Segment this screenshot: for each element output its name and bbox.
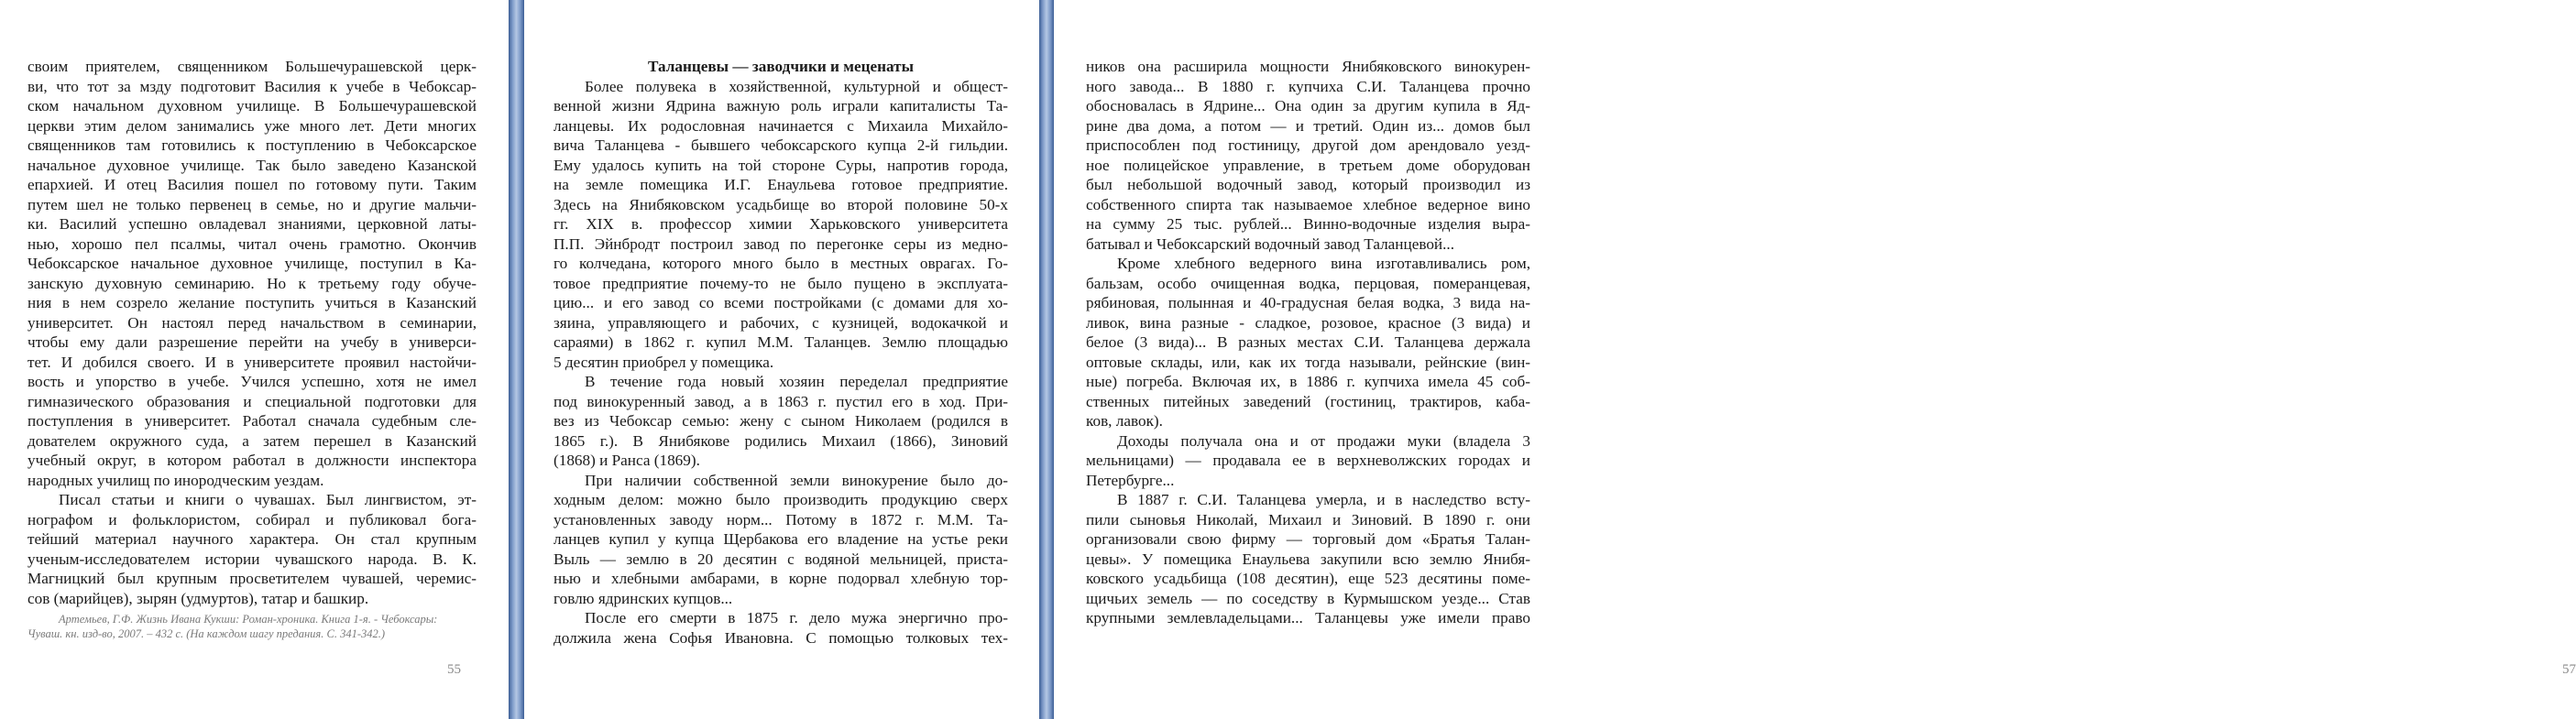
text-line: В течение года новый хозяин переделал предприятие — [585, 373, 1008, 390]
page-57 — [1054, 0, 2576, 719]
text-line: белое (3 вида)... В разных местах С.И. Таланцева держала — [1086, 333, 1530, 351]
text-line: учебный округ, в котором работал в должности инспектора — [27, 452, 477, 469]
text-line: В 1887 г. С.И. Таланцева умерла, и в наследство всту- — [1117, 491, 1530, 508]
text-line: нью и хлебными амбарами, в корне подорвал хлебную тор- — [554, 570, 1008, 587]
text-line: церкви этим делом занимались уже много лет. Дети многих — [27, 116, 477, 135]
text-line: своим приятелем, священником Большечурашевской церк- — [27, 58, 477, 75]
text-line: ное полицейское управление, в третьем доме оборудован — [1086, 156, 1530, 174]
text-line: Петербурге... — [1086, 471, 1175, 489]
text-line: оптовые склады, или, как их тогда называли, рейнские (вин- — [1086, 353, 1530, 371]
text-line: крупными землевладельцами... Таланцевы уже имели право — [1086, 609, 1530, 626]
text-line: нью, хорошо пел псалмы, читал очень грамотно. Окончив — [27, 234, 477, 253]
text-line: епархией. И отец Василия пошел по готовому пути. Таким — [27, 176, 477, 193]
section-heading: Таланцевы — заводчики и меценаты — [647, 58, 915, 75]
text-line: 5 десятин приобрел у помещика. — [554, 353, 774, 371]
text-line: сараями) в 1862 г. купил М.М. Таланцев. Землю площадью — [554, 333, 1008, 351]
citation-line: Чуваш. кн. изд-во, 2007. – 432 с. (На каждом шагу предания. С. 341-342.) — [27, 627, 386, 640]
text-line: товое предприятие почему-то не было пущено в эксплуата- — [554, 274, 1008, 292]
text-line: ковского усадьбища (108 десятин), еще 523 десятины поме- — [1086, 570, 1530, 587]
text-line: приспособлен под гостиницу, другой дом арендовало уезд- — [1086, 136, 1530, 154]
text-line: собственного спирта так называемое хлебное ведерное вино — [1086, 195, 1530, 213]
text-line: университет. Он настоял перед начальством в семинарии, — [27, 313, 477, 332]
page-56-body — [554, 57, 1008, 648]
text-line: ланцевы. Их родословная начинается с Михаила Михайло- — [554, 116, 1008, 135]
page-number: 55 — [447, 662, 461, 677]
text-line: путем шел не только первенец в семье, но и другие мальчи- — [27, 195, 477, 213]
text-line: После его смерти в 1875 г. дело мужа энергично про- — [585, 609, 1008, 626]
text-line: обосновалась в Ядрине... Она один за другим купила в Яд- — [1086, 97, 1530, 114]
text-line: гг. XIX в. профессор химии Харьковского университета — [554, 215, 1008, 233]
text-line: вость и упорство в учебе. Учился успешно, хотя не имел — [27, 373, 477, 390]
text-line: ников она расширила мощности Янибяковского винокурен- — [1086, 58, 1530, 75]
text-line: был небольшой водочный завод, который производил из — [1086, 176, 1530, 193]
page-55 — [0, 0, 509, 719]
text-line: вича Таланцева - бывшего чебоксарского купца 2-й гильдии. — [554, 136, 1008, 154]
page-57-body — [1086, 57, 1530, 628]
page-gap — [509, 0, 524, 719]
text-line: ланцев купил у купца Щербакова его владение на устье реки — [554, 530, 1008, 548]
text-line: Кроме хлебного ведерного вина изготавливались ром, — [1117, 255, 1530, 272]
text-line: При наличии собственной земли винокурение было до- — [585, 471, 1008, 489]
citation — [27, 612, 486, 641]
text-line: Ему удалось купить на той стороне Суры, напротив города, — [554, 156, 1008, 174]
text-line: говлю ядринских купцов... — [554, 589, 733, 607]
page-56 — [524, 0, 1039, 719]
text-line: го колчедана, которого много было в местных оврагах. Го- — [554, 255, 1008, 272]
text-line: 1865 г.). В Янибякове родились Михаил (1866), Зиновий — [554, 431, 1008, 450]
text-line: цевы». У помещика Енаульева закупили всю землю Янибя- — [1086, 550, 1530, 568]
text-line: ственных питейных заведений (гостиниц, трактиров, каба- — [1086, 392, 1530, 410]
text-line: пили сыновья Николай, Михаил и Зиновий. В 1890 г. они — [1086, 510, 1530, 528]
text-line: рябиновая, полынная и 40-градусная белая водка, 3 вида на- — [1086, 294, 1530, 311]
text-line: Чебоксарское начальное духовное училище, поступил в Ка- — [27, 255, 477, 272]
text-line: вез из Чебоксар семью: жену с сыном Николаем (родился в — [554, 412, 1008, 430]
text-line: ного завода... В 1880 г. купчиха С.И. Таланцева прочно — [1086, 77, 1530, 95]
text-line: ные) погреба. Включая их, в 1886 г. купчиха имела 45 соб- — [1086, 373, 1530, 390]
text-line: начальное духовное училище. Так было заведено Казанской — [27, 156, 477, 174]
text-line: ви, что тот за мзду подготовит Василия к учебе в Чебоксар- — [27, 77, 477, 95]
text-line: сов (марийцев), зырян (удмуртов), татар и башкир. — [27, 589, 369, 607]
text-line: ки. Василий успешно овладевал знаниями, церковной латы- — [27, 215, 477, 233]
text-line: ходным делом: можно было производить продукцию сверх — [554, 491, 1008, 508]
text-line: батывал и Чебоксарский водочный завод Таланцевой... — [1086, 234, 1455, 253]
text-line: венной жизни Ядрина важную роль играли капиталисты Та- — [554, 97, 1008, 114]
citation-line: Артемьев, Г.Ф. Жизнь Ивана Кукши: Роман-хроника. Книга 1-я. - Чебоксары: — [59, 613, 438, 626]
text-line: Доходы получала она и от продажи муки (владела 3 — [1117, 431, 1530, 450]
page-55-body — [27, 57, 477, 608]
text-line: ливок, вина разные - сладкое, розовое, красное (3 вида) и — [1086, 313, 1530, 332]
text-line: ском начальном духовном училище. В Большечурашевской — [27, 97, 477, 114]
text-line: ученым-исследователем истории чувашского народа. В. К. — [27, 550, 477, 568]
text-line: дователем окружного суда, а затем перешел в Казанский — [27, 431, 477, 450]
text-line: ков, лавок). — [1086, 412, 1163, 430]
text-line: занскую духовную семинарию. Но к третьему году обуче- — [27, 274, 477, 292]
text-line: под винокуренный завод, а в 1863 г. пустил его в ход. При- — [554, 392, 1008, 410]
page-gap — [1039, 0, 1054, 719]
text-line: тейший материал научного характера. Он стал крупным — [27, 530, 477, 548]
text-line: на сумму 25 тыс. рублей... Винно-водочные изделия выра- — [1086, 215, 1530, 233]
text-line: Магницкий был крупным просветителем чувашей, черемис- — [27, 570, 477, 587]
text-line: Здесь на Янибяковском усадьбище во второй половине 50-х — [554, 195, 1008, 213]
text-line: бальзам, особо очищенная водка, перцовая, померанцевая, — [1086, 274, 1530, 292]
text-line: установленных заводу норм... Потому в 1872 г. М.М. Та- — [554, 510, 1008, 528]
text-line: священников там готовились к поступлению в Чебоксарское — [27, 136, 477, 154]
text-line: рине два дома, а потом — и третий. Один из... домов был — [1086, 116, 1530, 135]
text-line: зяина, управляющего и рабочих, с кузницей, водокачкой и — [554, 313, 1008, 332]
text-line: народных училищ по инородческим уездам. — [27, 471, 324, 489]
text-line: Выль — землю в 20 десятин с водяной мельницей, приста- — [554, 550, 1008, 568]
text-line: Более полувека в хозяйственной, культурной и общест- — [585, 77, 1008, 95]
text-line: нографом и фольклористом, собирал и публиковал бога- — [27, 510, 477, 528]
text-line: организовали свою фирму — торговый дом «Братья Талан- — [1086, 530, 1530, 548]
text-line: щичьих земель — по соседству в Курмышском уезде... Став — [1086, 589, 1530, 607]
text-line: чтобы ему дали разрешение перейти на учебу в универси- — [27, 333, 477, 351]
text-line: тет. И добился своего. И в университете проявил настойчи- — [27, 353, 477, 371]
text-line: гимназического образования и специальной подготовки для — [27, 392, 477, 410]
text-line: цию... и его завод со всеми постройками (с домами для хо- — [554, 294, 1008, 311]
text-line: Писал статьи и книги о чувашах. Был лингвистом, эт- — [59, 491, 477, 508]
text-line: П.П. Эйнбродт построил завод по перегонке серы из медно- — [554, 234, 1008, 253]
text-line: (1868) и Ранса (1869). — [554, 452, 700, 469]
text-line: поступления в университет. Работал сначала судебным сле- — [27, 412, 477, 430]
text-line: на земле помещика И.Г. Енаульева готовое предприятие. — [554, 176, 1008, 193]
text-line: ния в нем созрело желание поступить учиться в Казанский — [27, 294, 477, 311]
page-number: 57 — [2562, 662, 2576, 677]
text-line: должила жена Софья Ивановна. С помощью толковых тех- — [554, 628, 1008, 647]
text-line: мельницами) — продавала ее в верхневолжских городах и — [1086, 452, 1530, 469]
